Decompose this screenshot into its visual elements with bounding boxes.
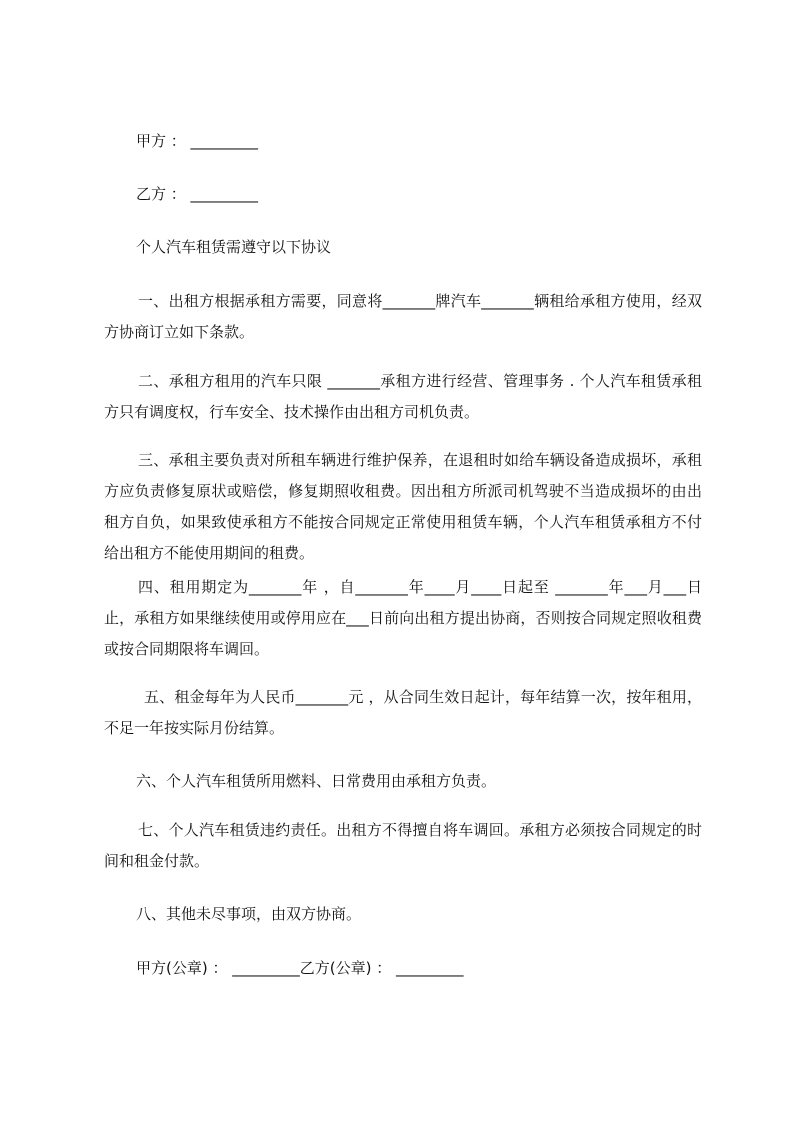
party-a-line: 甲方 ： _________ — [136, 132, 259, 150]
clause-1: 一、出租方根据承租方需要，同意将_______牌汽车_______辆租给承租方使用，经双方协商订立如下条款。 — [104, 292, 702, 341]
signature-line: 甲方(公章) ： _________乙方(公章) ： _________ — [136, 959, 464, 977]
clause-3: 三、承租主要负责对所租车辆进行维护保养，在退租时如给车辆设备造成损坏，承租方应负责修复原状或赔偿，修复期照收租费。因出租方所派司机驾驶不当造成损坏的由出租方自负，如果致使承租方不能按合同规定正常使用租赁车辆，个人汽车租赁承租方不付给出租方不能使用期间的租费。 — [104, 451, 702, 562]
agreement-intro: 个人汽车租赁需遵守以下协议 — [136, 238, 332, 256]
clause-5: 五、租金每年为人民币_______元 ，从合同生效日起计，每年结算一次，按年租用，不足一年按实际月份结算。 — [104, 688, 702, 737]
clause-7: 七、个人汽车租赁违约责任。出租方不得擅自将车调回。承租方必须按合同规定的时间和租金付款。 — [104, 821, 702, 870]
clause-4: 四、租用期定为_______年 ，自_______年____月____日起至 _______年___月___日止，承租方如果继续使用或停用应在___日前向出租方提出协商，否则按合同规定照收租费或按合同期限将车调回。 — [104, 578, 702, 658]
clause-2: 二、承租方租用的汽车只限 _______承租方进行经营、管理事务 . 个人汽车租赁承租方只有调度权，行车安全、技术操作由出租方司机负责。 — [104, 372, 702, 421]
clause-6: 六、个人汽车租赁所用燃料、日常费用由承租方负责。 — [136, 772, 497, 790]
clause-8: 八、其他未尽事项，由双方协商。 — [136, 905, 362, 923]
party-b-line: 乙方 ： _________ — [136, 185, 259, 203]
